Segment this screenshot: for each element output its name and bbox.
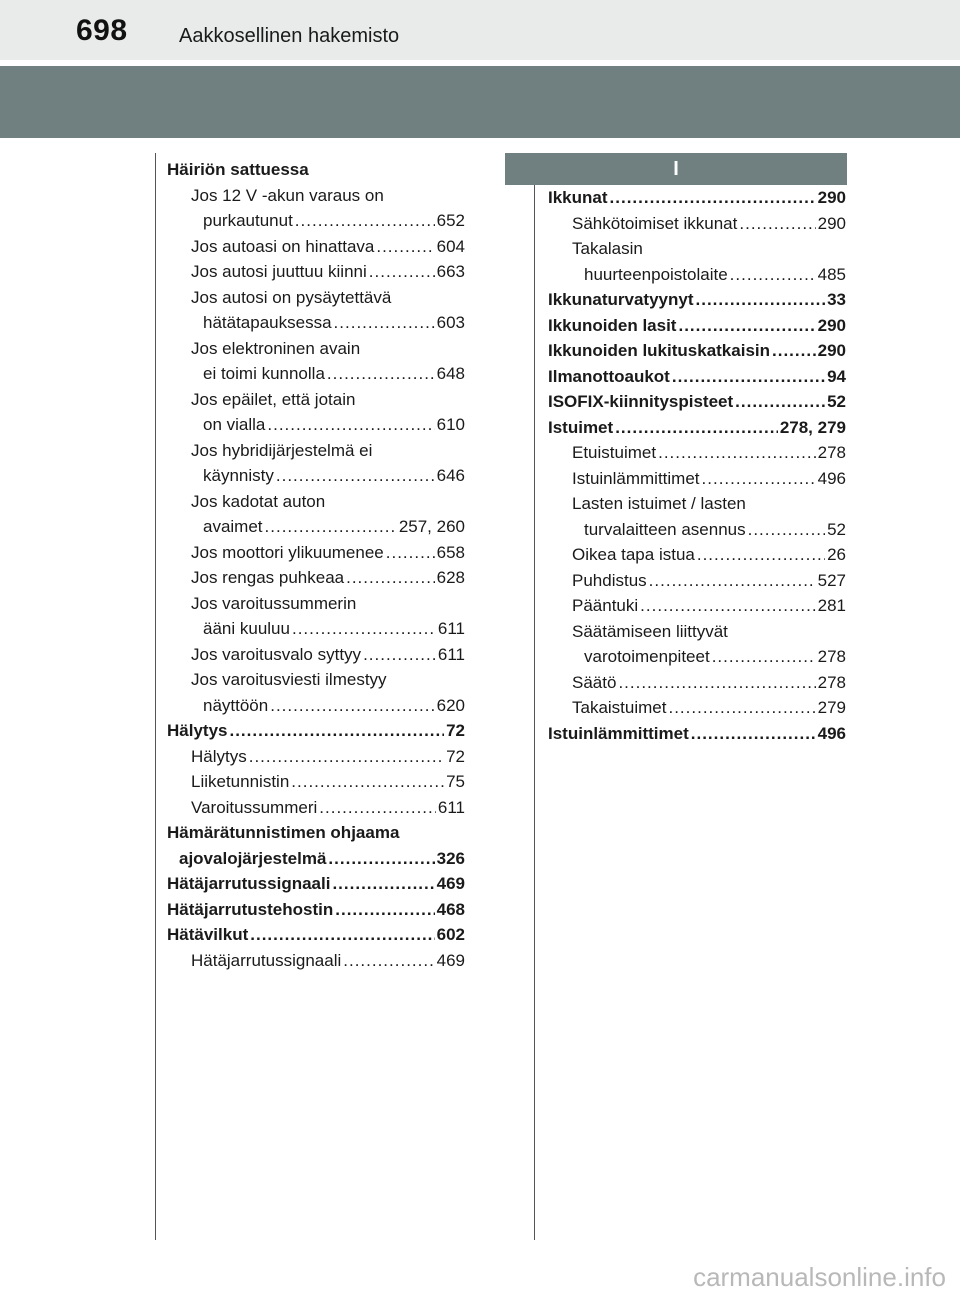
entry-page: 279 [817,698,846,717]
entry-term: huurteenpoistolaite [584,264,728,284]
index-entry [548,466,846,492]
entry-term: ääni kuuluu [203,619,290,638]
entry-page: 469 [436,950,465,970]
entry-term: Istuinlämmittimet [548,723,689,743]
entry-term: Pääntuki [572,596,639,615]
index-label: Jos varoitusviesti ilmestyy [191,670,387,689]
index-entry [167,565,465,591]
index-label: Jos hybridijärjestelmä ei [191,440,373,460]
index-label: Lasten istuimet / lasten [572,494,746,513]
entry-page: 648 [436,364,465,383]
dot-leader [615,415,778,441]
index-entry [167,361,465,387]
entry-page: 75 [446,772,465,791]
index-label: Jos 12 V -akun varaus on [191,185,384,205]
index-label: Jos autosi on pysäytettävä [191,287,392,307]
dot-leader [319,795,436,821]
entry-term: ajovalojärjestelmä [179,848,327,868]
entry-term: Jos varoitusvalo syttyy [191,644,362,664]
entry-page: 26 [827,545,846,564]
entry-term: Ikkunat [548,188,608,207]
entry-page: 278 [817,647,846,666]
index-entry [167,208,465,234]
entry-page: 52 [827,392,846,411]
entry-term: Varoitussummeri [191,797,318,817]
dot-leader [346,565,435,591]
dot-leader [335,897,434,923]
index-label: Häiriön sattuessa [167,160,309,179]
index-entry [167,616,465,642]
index-entry [167,769,465,795]
watermark: carmanualsonline.info [693,1262,946,1292]
index-entry [548,542,846,568]
entry-page: 610 [436,415,465,434]
entry-page: 496 [817,723,846,743]
entry-page: 290 [817,315,846,335]
index-entry [548,287,846,313]
entry-page: 611 [437,644,465,664]
dot-leader [696,287,826,313]
dot-leader [668,695,815,721]
index-entry [167,259,465,285]
entry-term: Hätäjarrutustehostin [167,899,334,919]
index-entry [548,517,846,543]
entry-term: Jos autosi juuttuu kiinni [191,262,367,281]
dot-leader [292,616,436,642]
entry-term: Hätäjarrutussignaali [191,950,342,970]
entry-term: ei toimi kunnolla [203,364,325,383]
dot-leader [229,718,444,744]
entry-term: purkautunut [203,211,293,230]
entry-term: Liiketunnistin [191,772,290,791]
entry-page: 72 [446,746,465,766]
dot-leader [250,922,434,948]
dot-leader [649,568,816,594]
entry-term: Puhdistus [572,570,647,590]
index-entry [167,922,465,948]
index-entry [167,948,465,974]
index-entry [548,364,846,390]
dot-leader [334,310,435,336]
entry-page: 663 [436,262,465,281]
entry-term: käynnisty [203,466,274,485]
index-entry [167,693,465,719]
entry-page: 485 [817,264,846,284]
entry-page: 620 [436,695,465,715]
entry-term: Jos autoasi on hinattava [191,236,375,256]
dot-leader [772,338,816,364]
dot-leader [386,540,435,566]
entry-term: näyttöön [203,695,269,715]
dot-leader [376,234,434,260]
index-entry [167,412,465,438]
dot-leader [332,871,434,897]
index-entry [548,721,846,747]
dot-leader [678,313,815,339]
index-entry [548,644,846,670]
index-label: Takalasin [572,239,643,258]
index-entry [548,568,846,594]
entry-term: on vialla [203,415,266,434]
dot-leader [363,642,436,668]
entry-term: varotoimenpiteet [584,647,710,666]
entry-term: avaimet [203,517,263,536]
page-header [0,0,960,60]
index-label: Jos epäilet, että jotain [191,389,356,409]
entry-term: Ikkunaturvatyynyt [548,290,694,309]
entry-term: Istuimet [548,417,614,437]
entry-term: Hätävilkut [167,925,249,944]
entry-term: hätätapauksessa [203,313,332,332]
entry-term: ISOFIX-kiinnityspisteet [548,392,734,411]
dot-leader [672,364,825,390]
entry-page: 278 [817,672,846,692]
index-entry [548,262,846,288]
entry-page: 290 [817,188,846,207]
index-label: Säätämiseen liittyvät [572,621,728,641]
entry-page: 628 [436,568,465,587]
dot-leader [618,670,815,696]
entry-page: 611 [437,619,465,638]
index-label: Jos varoitussummerin [191,593,357,613]
entry-page: 278 [817,443,846,462]
entry-page: 604 [436,236,465,256]
entry-term: Jos rengas puhkeaa [191,568,345,587]
index-column-left [167,157,465,973]
entry-page: 602 [436,925,465,944]
index-entry [167,642,465,668]
index-entry [167,744,465,770]
entry-term: Ikkunoiden lukituskatkaisin [548,341,771,360]
entry-term: Ikkunoiden lasit [548,315,677,335]
index-entry [548,415,846,441]
index-entry [167,718,465,744]
dot-leader [739,211,815,237]
entry-term: Oikea tapa istua [572,545,695,564]
index-column-right [548,185,846,746]
dot-leader [658,440,816,466]
entry-term: Jos moottori ylikuumenee [191,542,384,562]
index-entry [167,795,465,821]
entry-page: 257, 260 [398,517,465,536]
entry-page: 290 [817,213,846,233]
index-entry [548,695,846,721]
entry-page: 652 [436,211,465,230]
index-entry [548,338,846,364]
entry-page: 468 [436,899,465,919]
dot-leader [327,361,435,387]
dot-leader [712,644,816,670]
index-label: Hämärätunnistimen ohjaama [167,823,400,842]
entry-page: 326 [436,848,465,868]
index-entry [167,463,465,489]
entry-page: 281 [817,596,846,615]
index-entry [548,670,846,696]
section-title: Aakkosellinen hakemisto [179,25,400,47]
entry-term: Säätö [572,672,617,692]
dot-leader [343,948,434,974]
entry-page: 33 [827,290,846,309]
entry-term: Hälytys [167,721,228,740]
dot-leader [735,389,825,415]
entry-page: 72 [446,721,465,740]
index-entry [548,211,846,237]
dot-leader [265,514,397,540]
dot-leader [730,262,816,288]
entry-term: Etuistuimet [572,443,657,462]
index-entry [167,514,465,540]
entry-page: 496 [817,468,846,488]
dot-leader [291,769,444,795]
entry-page: 658 [436,542,465,562]
entry-page: 94 [827,366,846,386]
dot-leader [610,185,816,211]
index-entry [167,310,465,336]
entry-page: 290 [817,341,846,360]
index-entry [548,313,846,339]
index-entry [167,871,465,897]
index-letter-heading: I [505,153,847,185]
dot-leader [328,846,434,872]
index-entry [167,540,465,566]
index-entry [548,185,846,211]
dot-leader [691,721,816,747]
index-entry [548,389,846,415]
index-label: Jos elektroninen avain [191,338,361,358]
dot-leader [748,517,825,543]
entry-term: Istuinlämmittimet [572,468,700,488]
entry-page: 278, 279 [779,417,846,437]
entry-term: Sähkötoimiset ikkunat [572,213,738,233]
dot-leader [640,593,815,619]
dot-leader [270,693,434,719]
entry-page: 611 [437,797,465,817]
entry-term: Takaistuimet [572,698,667,717]
dot-leader [295,208,435,234]
entry-term: Ilmanottoaukot [548,366,670,386]
index-entry [167,234,465,260]
index-entry [167,846,465,872]
dot-leader [249,744,444,770]
dot-leader [697,542,825,568]
middle-column-rule [534,185,535,1240]
entry-term: Hätäjarrutussignaali [167,874,331,893]
dot-leader [369,259,435,285]
entry-term: Hälytys [191,746,247,766]
dot-leader [702,466,816,492]
left-column-rule [155,153,156,1240]
entry-page: 469 [436,874,465,893]
entry-term: turvalaitteen asennus [584,519,746,539]
index-label: Jos kadotat auton [191,491,326,511]
page-number: 698 [76,14,128,47]
entry-page: 52 [827,519,846,539]
entry-page: 527 [817,570,846,590]
dot-leader [267,412,434,438]
header-band [0,66,960,138]
entry-page: 603 [436,313,465,332]
index-entry [548,593,846,619]
index-entry [548,440,846,466]
dot-leader [276,463,435,489]
entry-page: 646 [436,466,465,485]
index-entry [167,897,465,923]
